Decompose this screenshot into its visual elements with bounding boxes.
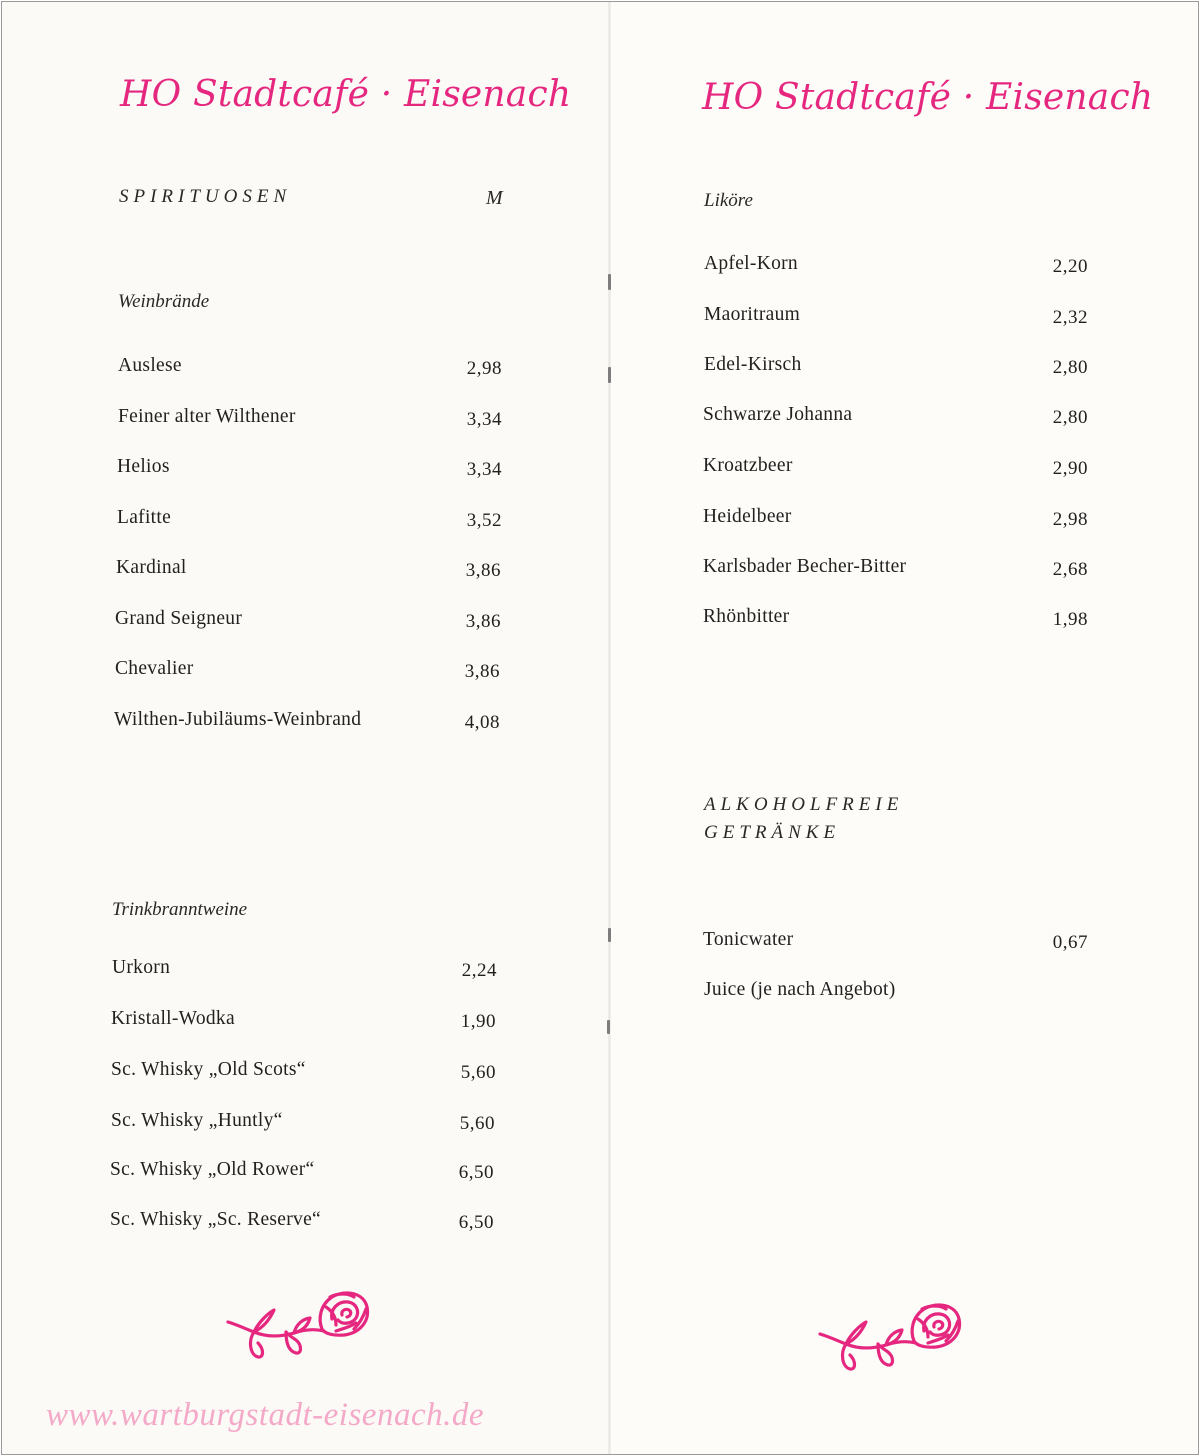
item-price: 3,52 [466, 510, 502, 531]
subheading-weinbraende: Weinbrände [118, 291, 210, 312]
currency-label: M [486, 187, 503, 209]
menu-item [110, 1157, 494, 1183]
item-price: 3,86 [464, 661, 500, 682]
menu-item [703, 504, 1088, 530]
menu-item [704, 251, 1088, 277]
item-name: Sc. Whisky „Huntly“ [111, 1110, 283, 1131]
item-price: 6,50 [458, 1162, 494, 1183]
item-name: Maoritraum [704, 304, 801, 325]
menu-item [703, 453, 1088, 479]
item-name: Heidelbeer [703, 506, 792, 527]
menu-item [703, 554, 1088, 580]
item-name: Sc. Whisky „Old Scots“ [111, 1059, 306, 1080]
item-price: 2,24 [461, 960, 497, 981]
item-price: 0,67 [1052, 932, 1088, 953]
item-name: Urkorn [112, 957, 171, 978]
item-price: 4,08 [464, 712, 500, 733]
right-page [611, 2, 1198, 1454]
item-name: Juice (je nach Angebot) [704, 979, 896, 1000]
item-price: 2,98 [1052, 509, 1088, 530]
subheading-likoere: Liköre [704, 190, 753, 211]
item-price: 2,80 [1052, 407, 1088, 428]
item-price: 5,60 [460, 1062, 496, 1083]
item-name: Schwarze Johanna [703, 404, 853, 425]
section-heading-alkoholfreie: ALKOHOLFREIE [704, 794, 904, 815]
item-price: 3,34 [466, 409, 502, 430]
item-name: Grand Seigneur [115, 608, 243, 629]
item-price: 3,86 [465, 560, 501, 581]
left-page [2, 2, 609, 1454]
menu-item [114, 707, 500, 733]
menu-item [111, 1006, 496, 1032]
item-name: Sc. Whisky „Old Rower“ [110, 1159, 315, 1180]
page-title: HO Stadtcafé · Eisenach [120, 74, 572, 115]
item-name: Apfel-Korn [704, 253, 798, 274]
item-name: Sc. Whisky „Sc. Reserve“ [110, 1209, 321, 1230]
item-name: Kardinal [116, 557, 187, 578]
menu-item [111, 1057, 496, 1083]
rose-icon [224, 1285, 372, 1367]
menu-item [110, 1207, 494, 1233]
menu-spread [1, 1, 1199, 1455]
item-name: Helios [117, 456, 170, 477]
item-price: 2,32 [1052, 307, 1088, 328]
item-price: 5,60 [459, 1113, 495, 1134]
item-name: Chevalier [115, 658, 194, 679]
item-price: 2,98 [466, 358, 502, 379]
menu-item [111, 1108, 495, 1134]
menu-item [116, 555, 501, 581]
watermark-url: www.wartburgstadt-eisenach.de [46, 1397, 484, 1433]
menu-item [117, 454, 502, 480]
item-name: Auslese [118, 355, 182, 376]
item-name: Wilthen-Jubiläums-Weinbrand [114, 709, 362, 730]
item-name: Rhönbitter [703, 606, 790, 627]
menu-item [704, 302, 1088, 328]
item-price: 3,86 [465, 611, 501, 632]
item-price: 1,98 [1052, 609, 1088, 630]
menu-item [115, 606, 501, 632]
item-price: 2,80 [1052, 357, 1088, 378]
menu-item [117, 505, 502, 531]
item-name: Edel-Kirsch [704, 354, 802, 375]
menu-item [704, 977, 1088, 1003]
item-price: 3,34 [466, 459, 502, 480]
menu-item [703, 402, 1088, 428]
section-heading-spirituosen: SPIRITUOSEN [119, 186, 292, 207]
item-name: Karlsbader Becher-Bitter [703, 556, 907, 577]
page-title: HO Stadtcafé · Eisenach [702, 77, 1154, 118]
menu-item [115, 656, 500, 682]
item-price: 6,50 [458, 1212, 494, 1233]
item-name: Feiner alter Wilthener [118, 406, 296, 427]
menu-item [118, 353, 502, 379]
subheading-trinkbranntweine: Trinkbranntweine [112, 899, 248, 920]
item-price: 2,20 [1052, 256, 1088, 277]
section-heading-getraenke: GETRÄNKE [704, 822, 841, 843]
item-price: 2,68 [1052, 559, 1088, 580]
menu-item [704, 352, 1088, 378]
staple [607, 1020, 610, 1034]
menu-item [703, 604, 1088, 630]
rose-icon [816, 1297, 964, 1379]
item-name: Kristall-Wodka [111, 1008, 235, 1029]
item-price: 1,90 [460, 1011, 496, 1032]
item-name: Lafitte [117, 507, 172, 528]
menu-item [118, 404, 502, 430]
menu-item [112, 955, 497, 981]
item-name: Tonicwater [703, 929, 794, 950]
item-price: 2,90 [1052, 458, 1088, 479]
menu-item [703, 927, 1088, 953]
item-name: Kroatzbeer [703, 455, 793, 476]
